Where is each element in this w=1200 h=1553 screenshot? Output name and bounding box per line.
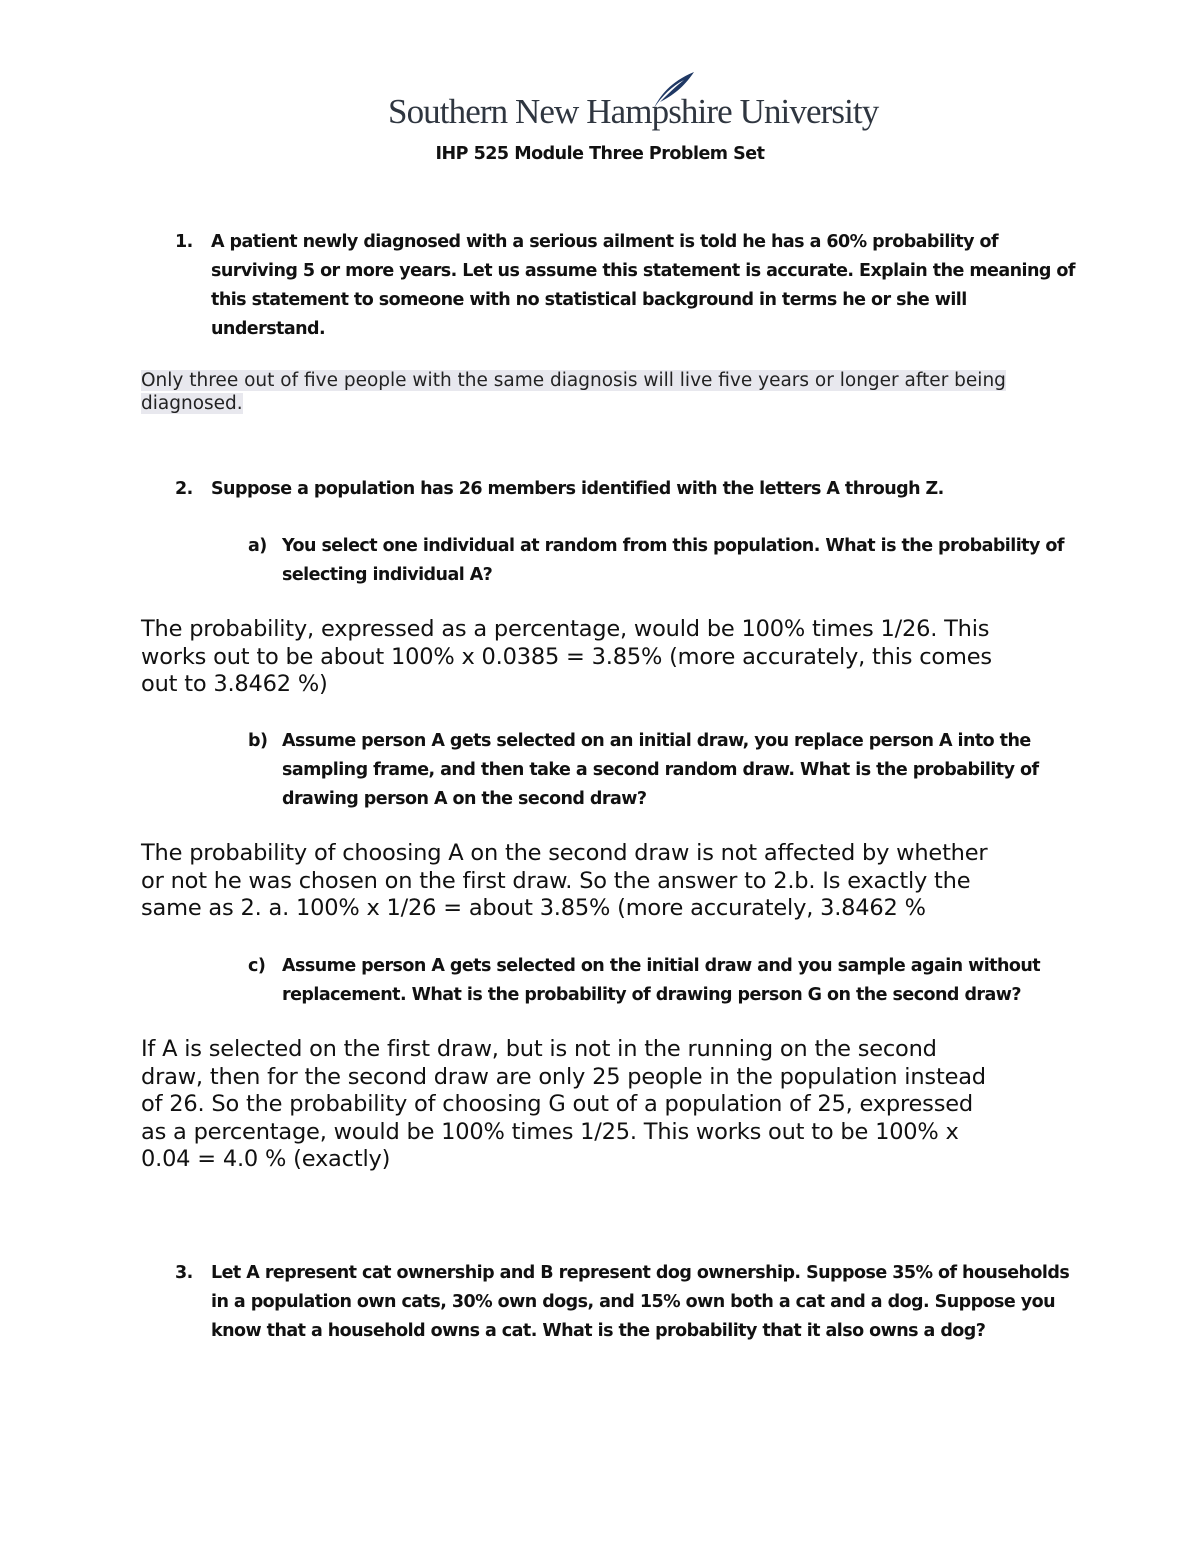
question-text: Let A represent cat ownership and B represent dog ownership. Suppose 35% of households in a population own cats, 30% own dogs, and 15% own both a cat and a dog. Suppose you know that a household owns a cat. What is the probability that it also owns a dog? [211,1263,1070,1341]
answer-2b: The probability of choosing A on the second draw is not affected by whether or not he was chosen on the first draw. So the answer to 2.b. Is exactly the same as 2. a. 100% x 1/26 = about 3.85% (more accurately, 3.8462 % [141,840,988,921]
university-logo [386,70,879,140]
subquestion-label: b) [248,731,268,751]
question-3 [175,1259,1075,1346]
document-title: IHP 525 Module Three Problem Set [435,144,765,164]
question-1 [175,228,1075,344]
question-text: Assume person A gets selected on the initial draw and you sample again without replacement. What is the probability of drawing person G on the second draw? [282,956,1041,1005]
question-number: 2. [175,479,193,499]
subquestion-label: a) [248,536,267,556]
answer-2c: If A is selected on the first draw, but is not in the running on the second draw, then for the second draw are only 25 people in the population instead of 26. So the probability of choosing G out of a population of 25, expressed as a percentage, would be 100% times 1/25. This works out to be 100% x 0.04 = 4.0 % (exactly) [141,1036,986,1172]
question-text: A patient newly diagnosed with a serious ailment is told he has a 60% probability of surviving 5 or more years. Let us assume this statement is accurate. Explain the meaning of this statement to someone with no statistical background in terms he or she will understand. [211,232,1075,339]
answer-text: Only three out of five people with the same diagnosis will live five years or longer after being diagnosed. [141,370,1006,414]
answer-2a: The probability, expressed as a percentage, would be 100% times 1/26. This works out to be about 100% x 0.0385 = 3.85% (more accurately, this comes out to 3.8462 %) [141,616,992,697]
question-number: 3. [175,1263,193,1283]
question-2c [248,952,1068,1010]
question-2b [248,727,1068,814]
question-text: Suppose a population has 26 members identified with the letters A through Z. [211,479,944,499]
logo-text: Southern New Hampshire University [388,92,879,131]
subquestion-label: c) [248,956,266,976]
question-text: Assume person A gets selected on an initial draw, you replace person A into the sampling frame, and then take a second random draw. What is the probability of drawing person A on the second draw? [282,731,1039,809]
question-2 [175,475,1075,504]
question-2a [248,532,1068,590]
question-number: 1. [175,232,193,252]
answer-1 [141,369,1066,415]
question-text: You select one individual at random from this population. What is the probability of selecting individual A? [282,536,1064,585]
